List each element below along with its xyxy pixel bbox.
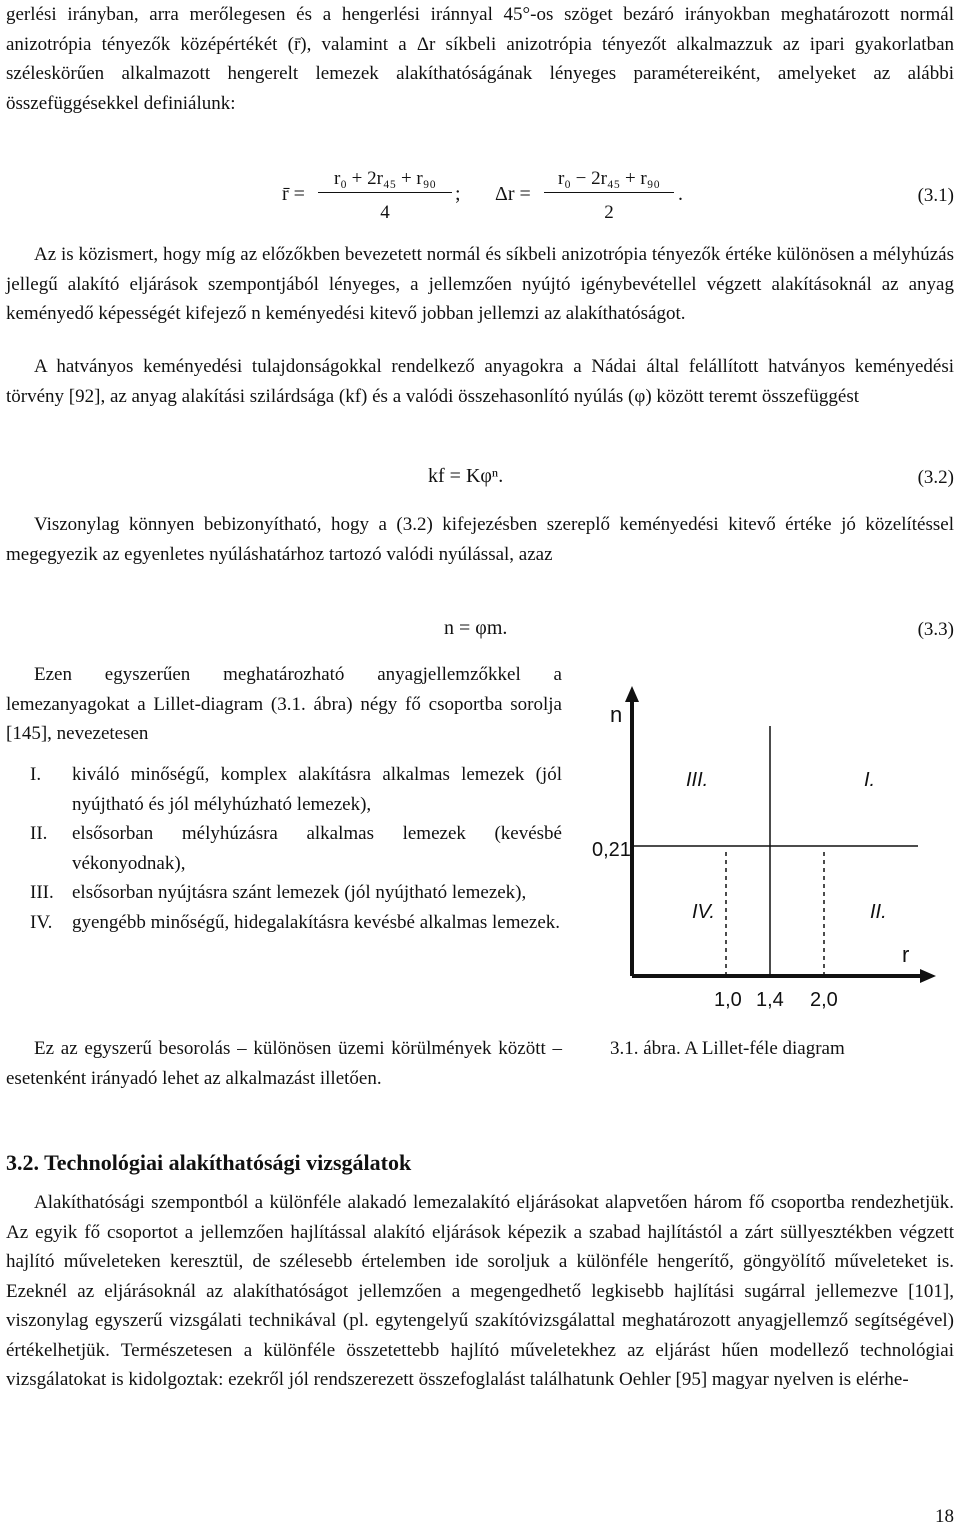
lillet-diagram (592, 686, 938, 1016)
region-label-ii: II. (870, 901, 887, 923)
eq1-lhs1: r̄ = (282, 183, 305, 205)
eq1-end: . (678, 183, 683, 205)
eq1-fraction-bar1 (318, 192, 452, 193)
list-item (6, 908, 562, 938)
eq1-fraction-bar2 (544, 192, 674, 193)
list-item-number: II. (30, 823, 48, 844)
list-item-text: elsősorban mélyhúzásra alkalmas lemezek (kevésbé vékonyodnak), (72, 823, 562, 874)
eq3-number: (3.3) (917, 619, 954, 640)
figure-caption: 3.1. ábra. A Lillet-féle diagram (610, 1038, 845, 1059)
equation-3-2: kf = Kφⁿ. (428, 465, 504, 487)
eq1-separator: ; (455, 183, 461, 205)
eq1-denominator2: 2 (604, 202, 614, 223)
paragraph-anisotropy: gerlési irányban, arra merőlegesen és a hengerlési iránnyal 45°-os szöget bezáró irányokban meghatározott normál anizotrópia tényezők középértékét (r̄), valamint a Δr síkbeli anizotrópia tényezőt alkalmazzuk az ipari gyakorlatban széleskörűen alkalmazott hengerelt lemezek alakíthatóságának lényeges paramétereiként, amelyeket az alábbi összefüggésekkel definiálunk: (6, 4, 954, 114)
list-item-text: kiváló minőségű, komplex alakításra alkalmas lemezek (jól nyújtható és jól mélyhúzható lemezek), (72, 764, 562, 815)
category-list (6, 760, 562, 937)
eq1-numerator2: r₀ − 2r₄₅ + r₉₀ (557, 168, 661, 189)
list-item-text: gyengébb minőségű, hidegalakításra kevésbé alkalmas lemezek. (72, 911, 561, 933)
axis-label-r: r (902, 942, 910, 967)
axis-label-n: n (610, 702, 623, 727)
region-label-iv: IV. (692, 901, 715, 923)
list-item-number: III. (30, 882, 54, 903)
paragraph-technological-tests: Alakíthatósági szempontból a különféle alakadó lemezalakító eljárásokat alapvetően három fő csoportba rendezhetjük. Az egyik fő csoportot a jellemzően hajlítással alakító eljárások képezik a szabad hajlítástól a zárt süllyesztékben végzett hajlító műveleteken keresztül, de szélesebb értelemben ide soroljuk a különféle hengerítő, göngyölítő műveleteket is. Ezeknél az eljárásoknál az alakíthatóságot jellemzően a megengedhető legkisebb hajlítási sugárral jellemezve [101], viszonylag egyszerű vizsgálati technikával (pl. egytengelyű szakítóvizsgálattal meghatározott anyagjellemző segítségével) értékelhetjük. Természetesen a különféle összetettebb hajlító műveletekhez az eljárást hűen modellező technológiai vizsgálatokat is kidolgoztak: ezekről jól rendszerezett összefoglalást találhatunk Oehler [95] magyar nyelven is elérhe- (6, 1192, 954, 1390)
paragraph-hardening: Az is közismert, hogy míg az előzőkben bevezetett normál és síkbeli anizotrópia tényezők értéke különösen a mélyhúzás jellegű alakító eljárások szempontjából lényeges, a jellemzően nyújtó igénybevétellel végzett alakításoknál az anyag keményedő képességét kifejező n keményedési kitevő jobban jellemzi az alakíthatóságot. (6, 244, 954, 324)
paragraph-exponent: Viszonylag könnyen bebizonyítható, hogy a (3.2) kifejezésben szereplő keményedési kitevő értéke jó közelítéssel megegyezik az egyenletes nyúláshatárhoz tartozó valódi nyúlással, azaz (6, 514, 954, 565)
x-tick-1-4: 1,4 (756, 989, 784, 1011)
equation-3-3: n = φm. (444, 617, 508, 639)
list-item (6, 878, 562, 908)
paragraph-classification: Ez az egyszerű besorolás – különösen üzemi körülmények között – esetenként irányadó lehet az alkalmazást illetően. (6, 1038, 562, 1089)
paragraph-nadai: A hatványos keményedési tulajdonságokkal rendelkező anyagokra a Nádai által felállított hatványos keményedési törvény [92], az anyag alakítási szilárdsága (kf) és a valódi összehasonlító nyúlás (φ) között teremt összefüggést (6, 356, 954, 407)
y-axis-arrow (625, 686, 639, 702)
eq2-number: (3.2) (917, 467, 954, 488)
region-label-iii: III. (686, 769, 709, 791)
region-label-i: I. (864, 769, 876, 791)
eq1-lhs2: Δr = (495, 183, 531, 205)
y-tick-0-21: 0,21 (592, 839, 631, 861)
x-tick-1-0: 1,0 (714, 989, 742, 1011)
list-item-number: IV. (30, 911, 53, 933)
list-item (6, 760, 562, 819)
x-axis-arrow (920, 969, 936, 983)
list-item (6, 819, 562, 878)
x-tick-2-0: 2,0 (810, 989, 838, 1011)
list-item-number: I. (30, 764, 42, 785)
eq1-number: (3.1) (917, 185, 954, 206)
eq1-denominator1: 4 (380, 202, 390, 223)
eq1-numerator1: r₀ + 2r₄₅ + r₉₀ (333, 168, 437, 189)
section-heading: 3.2. Technológiai alakíthatósági vizsgálatok (6, 1150, 412, 1175)
paragraph-lillet: Ezen egyszerűen meghatározható anyagjellemzőkkel a lemezanyagokat a Lillet-diagram (3.1. ábra) négy fő csoportba sorolja [145], nevezetesen (6, 664, 562, 744)
page-number: 18 (935, 1506, 954, 1527)
list-item-text: elsősorban nyújtásra szánt lemezek (jól nyújtható lemezek), (72, 882, 527, 903)
